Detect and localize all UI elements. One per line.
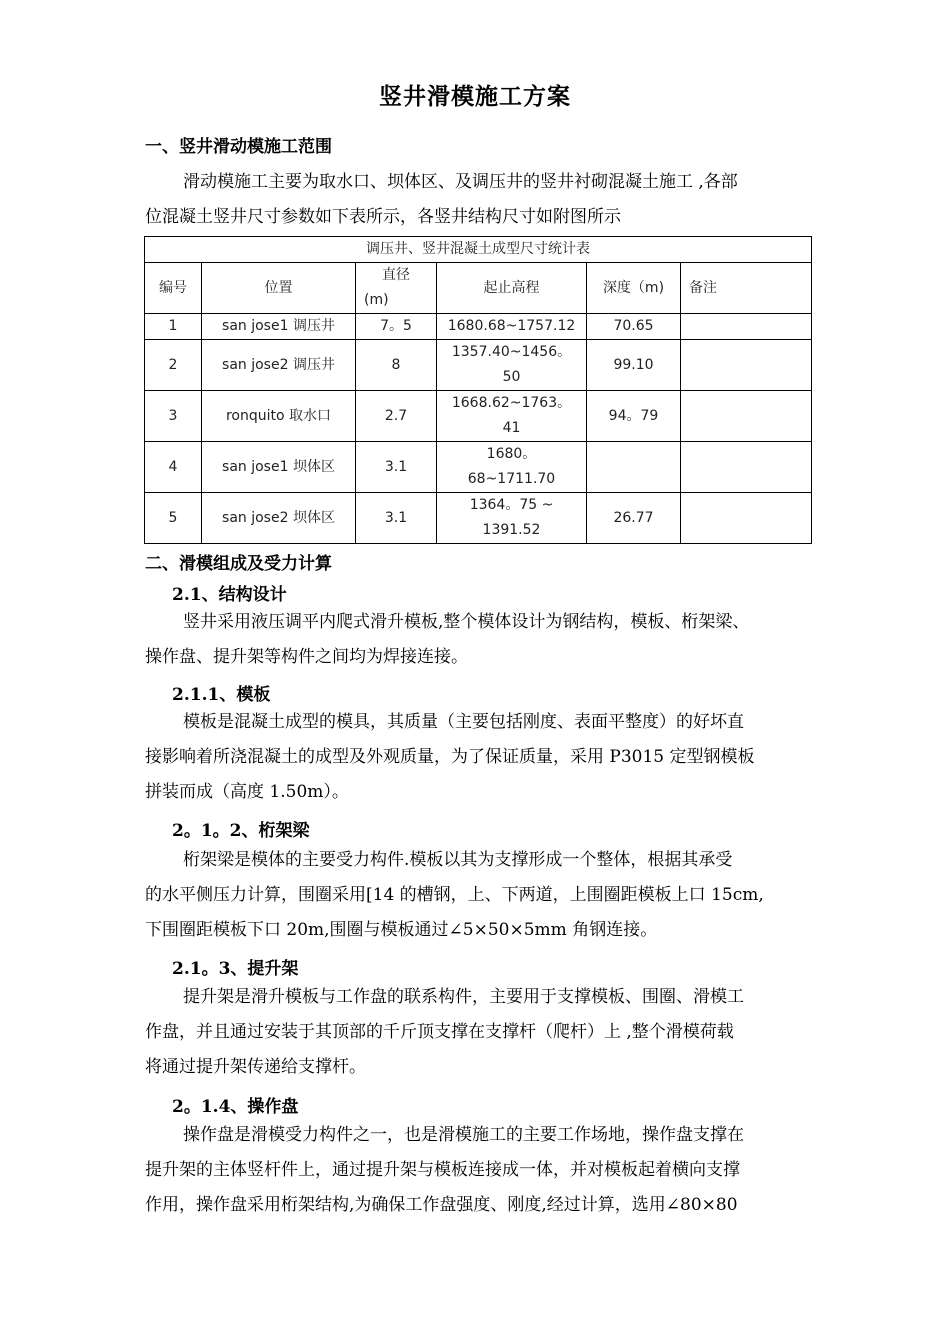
cell-diameter: 2.7: [356, 391, 437, 442]
cell-no: 5: [145, 493, 202, 544]
table-row: [145, 340, 812, 391]
paragraph-line: 位混凝土竖井尺寸参数如下表所示，各竖井结构尺寸如附图所示: [145, 207, 621, 227]
paragraph-line: 接影响着所浇混凝土的成型及外观质量，为了保证质量，采用 P3015 定型钢模板: [145, 747, 755, 767]
paragraph-line: 提升架是滑升模板与工作盘的联系构件，主要用于支撑模板、围圈、滑模工: [183, 987, 744, 1007]
cell-remark: [681, 340, 812, 391]
cell-location: san jose2 坝体区: [202, 493, 356, 544]
cell-elevation: 1668.62~1763。 41: [437, 391, 587, 442]
cell-location: san jose2 调压井: [202, 340, 356, 391]
paragraph-line: 操作盘、提升架等构件之间均为焊接连接。: [145, 647, 468, 667]
cell-elevation: 1680。 68~1711.70: [437, 442, 587, 493]
table-row: [145, 493, 812, 544]
paragraph-line: 模板是混凝土成型的模具，其质量（主要包括刚度、表面平整度）的好坏直: [183, 712, 744, 732]
header-remark: 备注: [681, 263, 812, 314]
table-caption: 调压井、竖井混凝土成型尺寸统计表: [145, 237, 812, 263]
section-2-1-paragraph: [145, 605, 810, 675]
cell-depth: 26.77: [587, 493, 681, 544]
section-2-1-1-heading: 2.1.1、模板: [172, 685, 271, 705]
paragraph-line: 的水平侧压力计算，围圈采用[14 的槽钢，上、下两道，上围圈距模板上口 15cm,: [145, 885, 764, 905]
paragraph-line: 作盘，并且通过安装于其顶部的千斤顶支撑在支撑杆（爬杆）上 ,整个滑模荷载: [145, 1022, 734, 1042]
cell-remark: [681, 442, 812, 493]
section-2-1-3-paragraph: [145, 980, 810, 1085]
paragraph-line: 下围圈距模板下口 20m,围圈与模板通过∠5×50×5mm 角钢连接。: [145, 920, 658, 940]
section-1-paragraph: [145, 165, 810, 235]
cell-depth: 94。79: [587, 391, 681, 442]
header-elevation: 起止高程: [437, 263, 587, 314]
header-no: 编号: [145, 263, 202, 314]
page-title: 竖井滑模施工方案: [379, 83, 571, 110]
cell-elevation: 1364。75 ~ 1391.52: [437, 493, 587, 544]
table-row: [145, 442, 812, 493]
cell-no: 1: [145, 314, 202, 340]
cell-diameter: 7。5: [356, 314, 437, 340]
section-2-1-3-heading: 2.1。3、提升架: [172, 959, 299, 979]
section-2-1-4-paragraph: [145, 1118, 810, 1223]
cell-no: 3: [145, 391, 202, 442]
cell-depth: 99.10: [587, 340, 681, 391]
table-row: [145, 314, 812, 340]
paragraph-line: 作用，操作盘采用桁架结构,为确保工作盘强度、刚度,经过计算，选用∠80×80: [145, 1195, 738, 1215]
cell-diameter: 8: [356, 340, 437, 391]
table-header-row: [145, 263, 812, 314]
section-2-1-2-heading: 2。1。2、桁架梁: [172, 821, 310, 841]
section-1-heading: 一、竖井滑动模施工范围: [145, 137, 332, 157]
paragraph-line: 提升架的主体竖杆件上，通过提升架与模板连接成一体，并对模板起着横向支撑: [145, 1160, 740, 1180]
table-row: [145, 391, 812, 442]
dimension-stats-table: [144, 236, 812, 544]
cell-elevation: 1357.40~1456。 50: [437, 340, 587, 391]
header-diameter: 直径 (m): [356, 263, 437, 314]
paragraph-line: 滑动模施工主要为取水口、坝体区、及调压井的竖井衬砌混凝土施工 ,各部: [183, 172, 738, 192]
section-2-1-4-heading: 2。1.4、操作盘: [172, 1097, 299, 1117]
paragraph-line: 将通过提升架传递给支撑杆。: [145, 1057, 366, 1077]
header-location: 位置: [202, 263, 356, 314]
cell-no: 4: [145, 442, 202, 493]
section-2-1-1-paragraph: [145, 705, 810, 810]
section-2-1-heading: 2.1、结构设计: [172, 585, 287, 605]
cell-depth: [587, 442, 681, 493]
cell-location: ronquito 取水口: [202, 391, 356, 442]
cell-location: san jose1 调压井: [202, 314, 356, 340]
cell-remark: [681, 391, 812, 442]
cell-remark: [681, 493, 812, 544]
cell-remark: [681, 314, 812, 340]
cell-depth: 70.65: [587, 314, 681, 340]
header-depth: 深度（m): [587, 263, 681, 314]
cell-no: 2: [145, 340, 202, 391]
paragraph-line: 桁架梁是模体的主要受力构件.模板以其为支撑形成一个整体，根据其承受: [183, 850, 733, 870]
paragraph-line: 竖井采用液压调平内爬式滑升模板,整个模体设计为钢结构，模板、桁架梁、: [183, 612, 750, 632]
cell-elevation: 1680.68~1757.12: [437, 314, 587, 340]
cell-location: san jose1 坝体区: [202, 442, 356, 493]
cell-diameter: 3.1: [356, 493, 437, 544]
paragraph-line: 拼装而成（高度 1.50m）。: [145, 782, 349, 802]
section-2-heading: 二、滑模组成及受力计算: [145, 554, 332, 574]
section-2-1-2-paragraph: [145, 843, 810, 948]
cell-diameter: 3.1: [356, 442, 437, 493]
paragraph-line: 操作盘是滑模受力构件之一，也是滑模施工的主要工作场地，操作盘支撑在: [183, 1125, 744, 1145]
